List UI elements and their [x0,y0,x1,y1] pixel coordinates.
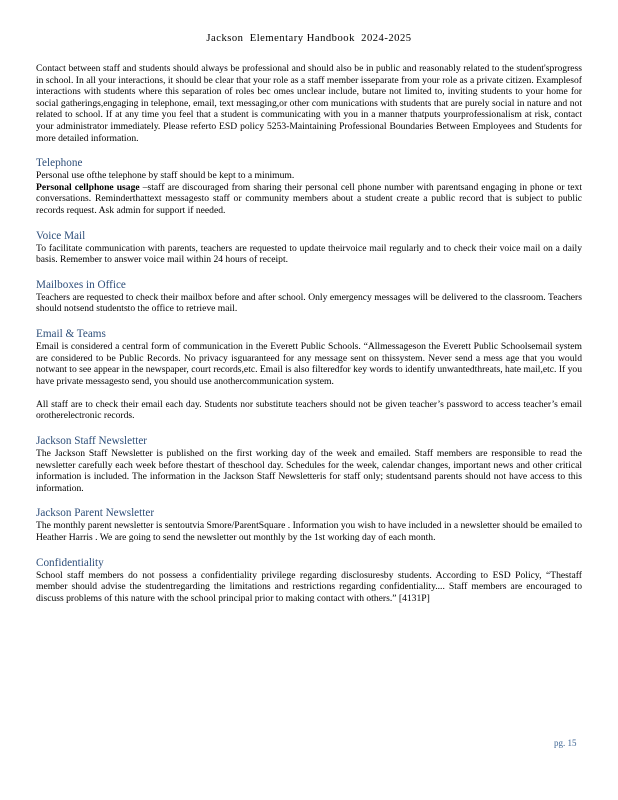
parent-newsletter-paragraph: The monthly parent newsletter is sentoutvia Smore/ParentSquare . Information you wish to have included in a newsletter should be emailed to Heather Harris . We are going to send the newsletter out monthly by the 1st working day of each month. [36,520,582,543]
intro-paragraph: Contact between staff and students should always be professional and should also be in public and reasonably related to the student'sprogress in school. In all your interactions, it should be clear that your role as a staff member isseparate from your role as a private citizen. Examplesof interactions with students where this separation of roles bec omes unclear include, butare not limited to, inviting students to your home for social gatherings,engaging in telephone, email, text messaging,or other com munications with students that are purely social in nature and not related to school. If at any time you feel that a student is communicating with you in a manner thatputs yourprofessionalism at risk, contact your administrator immediately. Please referto ESD policy 5253-Maintaining Professional Boundaries Between Employees and Students for more detailed information. [36,63,582,144]
heading-confidentiality: Confidentiality [36,556,104,569]
page-number: pg. 15 [554,738,577,748]
voice-mail-paragraph: To facilitate communication with parents, teachers are requested to update theirvoice mail regularly and to check their voice mail on a daily basis. Remember to answer voice mail within 24 hours of receipt. [36,242,582,266]
confidentiality-paragraph: School staff members do not possess a confidentiality privilege regarding disclosuresby students. According to ESD Policy, “Thestaff member should advise the studentregarding the limitations and restrictions regarding confidentiality.... Staff members are encouraged to discuss problems of this nature with the school principal prior to making contact with others.” [4131P] [36,569,582,604]
heading-email-teams: Email & Teams [36,327,106,340]
cellphone-paragraph [36,182,582,217]
page-header: Jackson Elementary Handbook 2024-2025 [206,33,412,44]
telephone-paragraph: Personal use ofthe telephone by staff should be kept to a minimum. [36,170,295,182]
staff-newsletter-paragraph: The Jackson Staff Newsletter is published on the first working day of the week and emailed. Staff members are responsible to read the newsletter carefully each week before thestart of theschool day. Schedules for the week, calendar changes, important news and other critical information is included. The information in the Jackson Staff Newsletteris for staff only; studentsand parents should not have access to this information. [36,447,582,494]
mailboxes-paragraph: Teachers are requested to check their mailbox before and after school. Only emergency messages will be delivered to the classroom. Teachers should notsend studentsto the office to retrieve mail. [36,291,582,315]
heading-voice-mail: Voice Mail [36,229,86,242]
email-paragraph: Email is considered a central form of communication in the Everett Public Schools. “Allmessageson the Everett Public Schoolsemail system are considered to be Public Records. No privacy isguaranteed for any message sent on thissystem. Never send a mess age that you would notwant to see appear in the newspaper, court records,etc. Email is also filteredfor key words to identify unwantedthreats, hate mail,etc. If you have private messagesto send, you should use anothercommunication system. [36,340,583,387]
email-check-paragraph: All staff are to check their email each day. Students nor substitute teachers should not be given teacher’s password to access teacher’s email orotherelectronic records. [36,398,582,422]
heading-staff-newsletter: Jackson Staff Newsletter [36,434,148,447]
cellphone-label: Personal cellphone usage [36,181,140,193]
page-content [36,63,582,604]
heading-telephone: Telephone [36,157,83,170]
heading-mailboxes: Mailboxes in Office [36,278,126,291]
cellphone-text: –staff are discouraged from sharing their personal cell phone number with parentsand engaging in phone or text conversations. Reminderthattext messagesto staff or community members about a student create a public record that is subject to public records request. Ask admin for support if needed. [36,181,582,216]
heading-parent-newsletter: Jackson Parent Newsletter [36,507,155,520]
